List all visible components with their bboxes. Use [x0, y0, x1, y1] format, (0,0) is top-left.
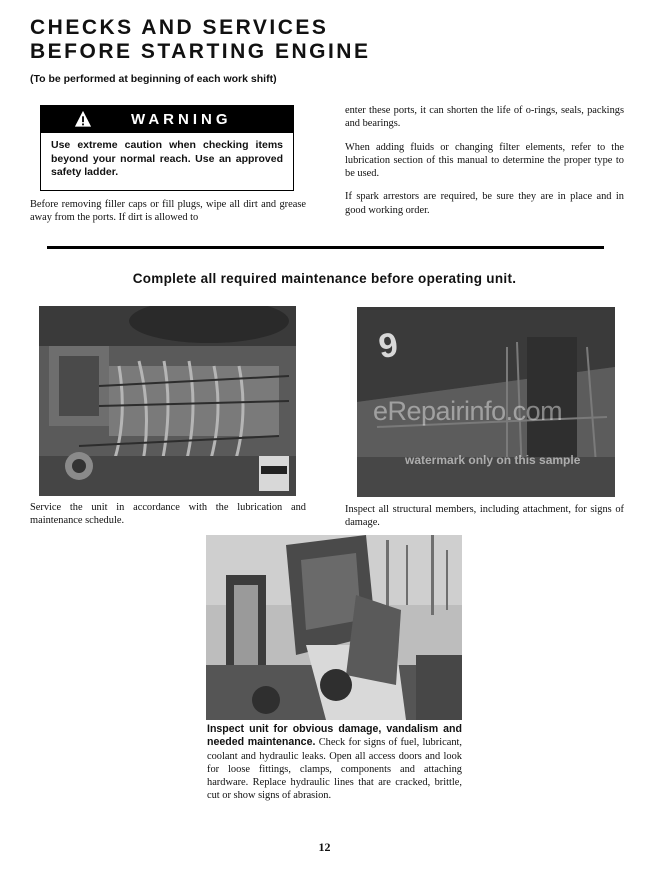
engine-photo — [39, 306, 296, 496]
structure-photo-caption: Inspect all structural members, including attachment, for signs of damage. — [345, 504, 624, 529]
unit-photo — [206, 535, 462, 720]
filler-cap-paragraph: Before removing filler caps or fill plugs, wipe all dirt and grease away from the ports. If dirt is allowed to — [30, 199, 306, 224]
watermark-note: watermark only on this sample — [405, 453, 581, 467]
unit-caption-body: Check for signs of fuel, lubricant, coolant and hydraulic leaks. Open all access doors and look for loose fittings, clamps, components and attaching hardware. Replace hydraulic lines that are cracked, brittle, cut or show signs of abrasion. — [207, 737, 462, 802]
unit-photo-caption — [207, 723, 462, 803]
spark-arrestor-paragraph: If spark arrestors are required, be sure they are in place and in good working order. — [345, 191, 624, 216]
ports-paragraph: enter these ports, it can shorten the life of o-rings, seals, packings and bearings. — [345, 105, 624, 130]
watermark-site: eRepairinfo.com — [373, 396, 563, 426]
svg-text:9: 9 — [376, 325, 401, 366]
unit-caption-lead: Inspect unit for obvious damage, vandalism and needed maintenance. — [207, 723, 462, 749]
page-title-line-2: BEFORE STARTING ENGINE — [30, 40, 371, 63]
page-title-line-1: CHECKS AND SERVICES — [30, 16, 329, 39]
fluids-paragraph: When adding fluids or changing filter elements, refer to the lubrication section of this manual to determine the proper type to be used. — [345, 141, 624, 180]
page-subtitle: (To be performed at beginning of each work shift) — [30, 73, 277, 85]
section-divider — [47, 246, 604, 249]
maintenance-banner: Complete all required maintenance before operating unit. — [132, 271, 517, 286]
engine-photo-caption: Service the unit in accordance with the lubrication and maintenance schedule. — [30, 502, 306, 527]
page-number: 12 — [318, 840, 331, 854]
page-title — [30, 16, 370, 64]
warning-label: WARNING — [131, 111, 232, 128]
warning-box — [40, 105, 294, 191]
right-column — [345, 104, 624, 227]
warning-header — [41, 106, 293, 133]
warning-text: Use extreme caution when checking items beyond your normal reach. Use an approved safety ladder. — [51, 139, 283, 178]
warning-triangle-icon — [74, 110, 92, 128]
